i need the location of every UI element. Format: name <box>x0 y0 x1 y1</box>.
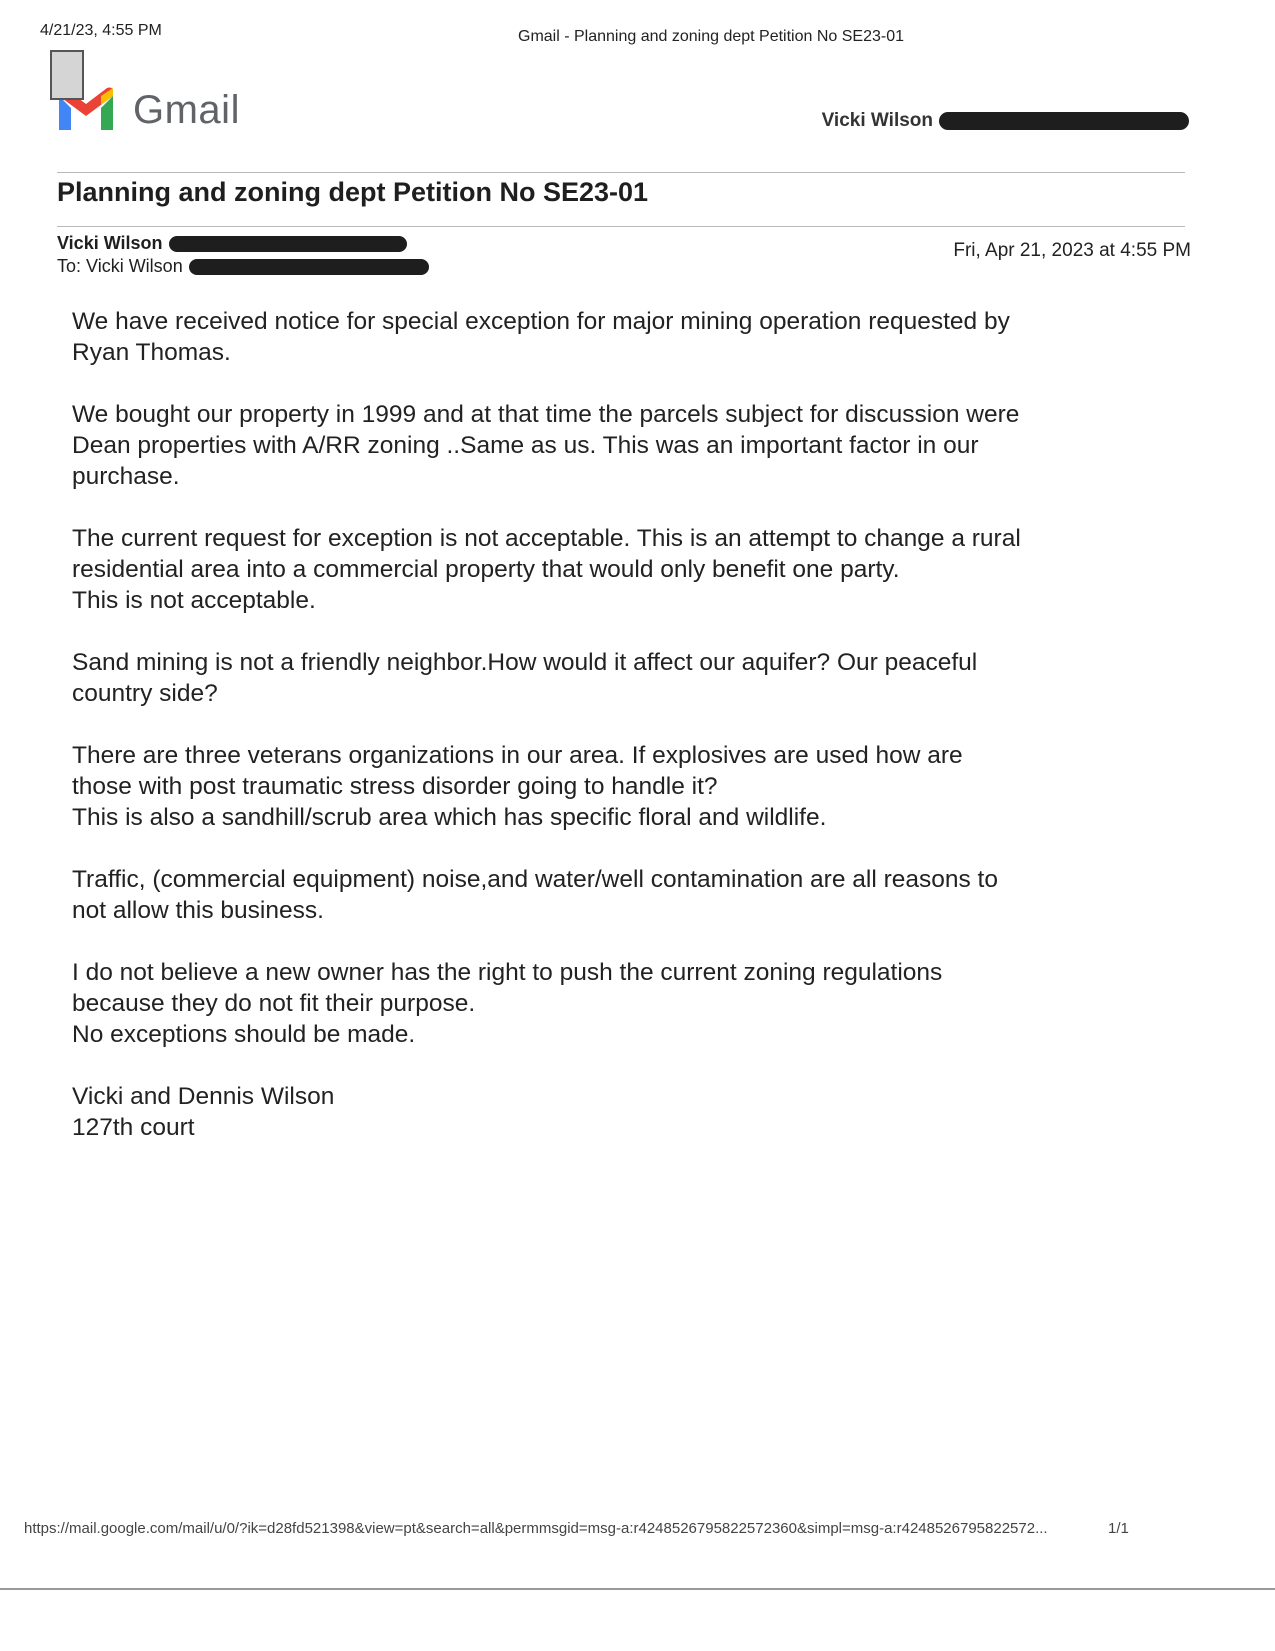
print-page-number: 1/1 <box>1108 1520 1129 1537</box>
subject-divider <box>57 226 1185 227</box>
message-date: Fri, Apr 21, 2023 at 4:55 PM <box>953 240 1191 261</box>
account-name: Vicki Wilson <box>821 110 933 131</box>
header-divider <box>57 172 1185 173</box>
body-paragraph: I do not believe a new owner has the right to push the current zoning regulations because they do not fit their purpose. No exceptions should be made. <box>72 959 943 1048</box>
print-datetime: 4/21/23, 4:55 PM <box>40 22 162 39</box>
recipient-label: To: Vicki Wilson <box>57 256 183 276</box>
redaction-mark <box>189 259 429 275</box>
print-footer-url[interactable]: https://mail.google.com/mail/u/0/?ik=d28fd521398&view=pt&search=all&permmsgid=msg-a:r4248526795822572360&simpl=msg-a:r4248526795822572... <box>24 1520 1048 1537</box>
account-info <box>822 110 1189 132</box>
body-paragraph: We have received notice for special exception for major mining operation requested by Ryan Thomas. <box>72 308 1010 366</box>
page-bottom-edge <box>0 1588 1275 1590</box>
gmail-logo-text: Gmail <box>133 87 240 132</box>
body-paragraph: There are three veterans organizations in our area. If explosives are used how are those with post traumatic stress disorder going to handle it? This is also a sandhill/scrub area which has specific floral and wildlife. <box>72 742 963 831</box>
sender-name: Vicki Wilson <box>57 233 163 253</box>
redaction-mark <box>939 112 1189 130</box>
body-paragraph: We bought our property in 1999 and at that time the parcels subject for discussion were Dean properties with A/RR zoning ..Same as us. This was an important factor in our purchase. <box>72 401 1020 490</box>
body-paragraph: Sand mining is not a friendly neighbor.How would it affect our aquifer? Our peaceful country side? <box>72 649 978 707</box>
message-body <box>72 306 1132 1174</box>
message-subject: Planning and zoning dept Petition No SE23-01 <box>57 177 649 207</box>
image-placeholder-icon <box>50 50 84 100</box>
recipient-line <box>57 256 429 277</box>
signature: Vicki and Dennis Wilson 127th court <box>72 1083 335 1141</box>
print-page-title: Gmail - Planning and zoning dept Petition No SE23-01 <box>518 28 905 45</box>
redaction-mark <box>169 236 407 252</box>
body-paragraph: Traffic, (commercial equipment) noise,and water/well contamination are all reasons to not allow this business. <box>72 866 998 924</box>
sender-line <box>57 233 407 254</box>
body-paragraph: The current request for exception is not acceptable. This is an attempt to change a rural residential area into a commercial property that would only benefit one party. This is not acceptable. <box>72 525 1021 614</box>
